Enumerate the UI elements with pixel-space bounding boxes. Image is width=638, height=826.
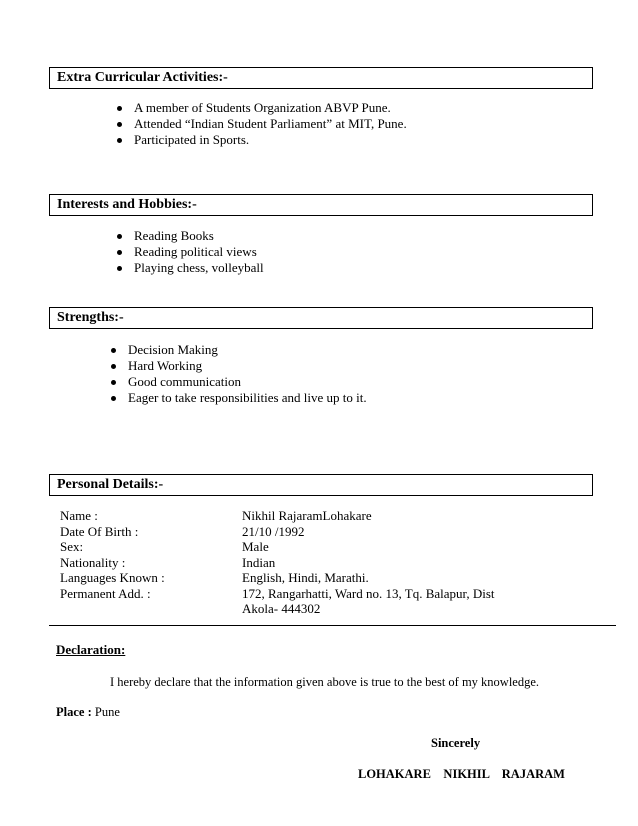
bullet-icon: [117, 250, 122, 255]
bullet-icon: [111, 380, 116, 385]
bullet-icon: [117, 122, 122, 127]
place-value: Pune: [94, 705, 120, 719]
list-item: Reading political views: [114, 244, 264, 260]
detail-label: Permanent Add. :: [60, 585, 151, 601]
detail-value: Akola- 444302: [242, 601, 321, 616]
strengths-list: [108, 342, 367, 406]
place-label: Place :: [56, 705, 92, 719]
list-item: Reading Books: [114, 228, 264, 244]
bullet-icon: [117, 266, 122, 271]
detail-label: Sex:: [60, 539, 84, 554]
bullet-icon: [117, 138, 122, 143]
list-item: Eager to take responsibilities and live up to it.: [108, 390, 367, 406]
list-item: Attended “Indian Student Parliament” at MIT, Pune.: [114, 116, 407, 132]
detail-value: 21/10 /1992: [242, 523, 305, 539]
detail-label: Name :: [60, 508, 98, 523]
interests-header: Interests and Hobbies:-: [49, 194, 593, 216]
list-item: Playing chess, volleyball: [114, 260, 264, 276]
detail-value: English, Hindi, Marathi.: [242, 570, 369, 585]
detail-value: Indian: [242, 554, 276, 570]
detail-value: Nikhil RajaramLohakare: [242, 508, 372, 523]
list-item: Decision Making: [108, 342, 367, 358]
extra-curricular-header: Extra Curricular Activities:-: [49, 67, 593, 89]
personal-details-header: Personal Details:-: [49, 474, 593, 496]
list-item: Participated in Sports.: [114, 132, 407, 148]
place-line: [56, 705, 120, 720]
bullet-icon: [117, 234, 122, 239]
declaration-title: Declaration:: [56, 642, 126, 657]
detail-value: Male: [242, 539, 269, 554]
detail-value: 172, Rangarhatti, Ward no. 13, Tq. Balapur, Dist: [242, 585, 495, 601]
section-divider: [49, 625, 616, 626]
list-item: Good communication: [108, 374, 367, 390]
detail-label: Date Of Birth :: [60, 523, 139, 539]
bullet-icon: [111, 396, 116, 401]
strengths-header: Strengths:-: [49, 307, 593, 329]
sincerely-text: Sincerely: [431, 736, 481, 750]
list-item: Hard Working: [108, 358, 367, 374]
signature-name: LOHAKARE NIKHIL RAJARAM: [358, 767, 565, 781]
declaration-text: I hereby declare that the information given above is true to the best of my knowledge.: [110, 675, 540, 689]
bullet-icon: [111, 364, 116, 369]
bullet-icon: [111, 348, 116, 353]
bullet-icon: [117, 106, 122, 111]
extra-curricular-list: [114, 100, 407, 148]
detail-label: Nationality :: [60, 554, 126, 570]
list-item: A member of Students Organization ABVP Pune.: [114, 100, 407, 116]
detail-label: Languages Known :: [60, 570, 165, 585]
interests-list: [114, 228, 264, 276]
